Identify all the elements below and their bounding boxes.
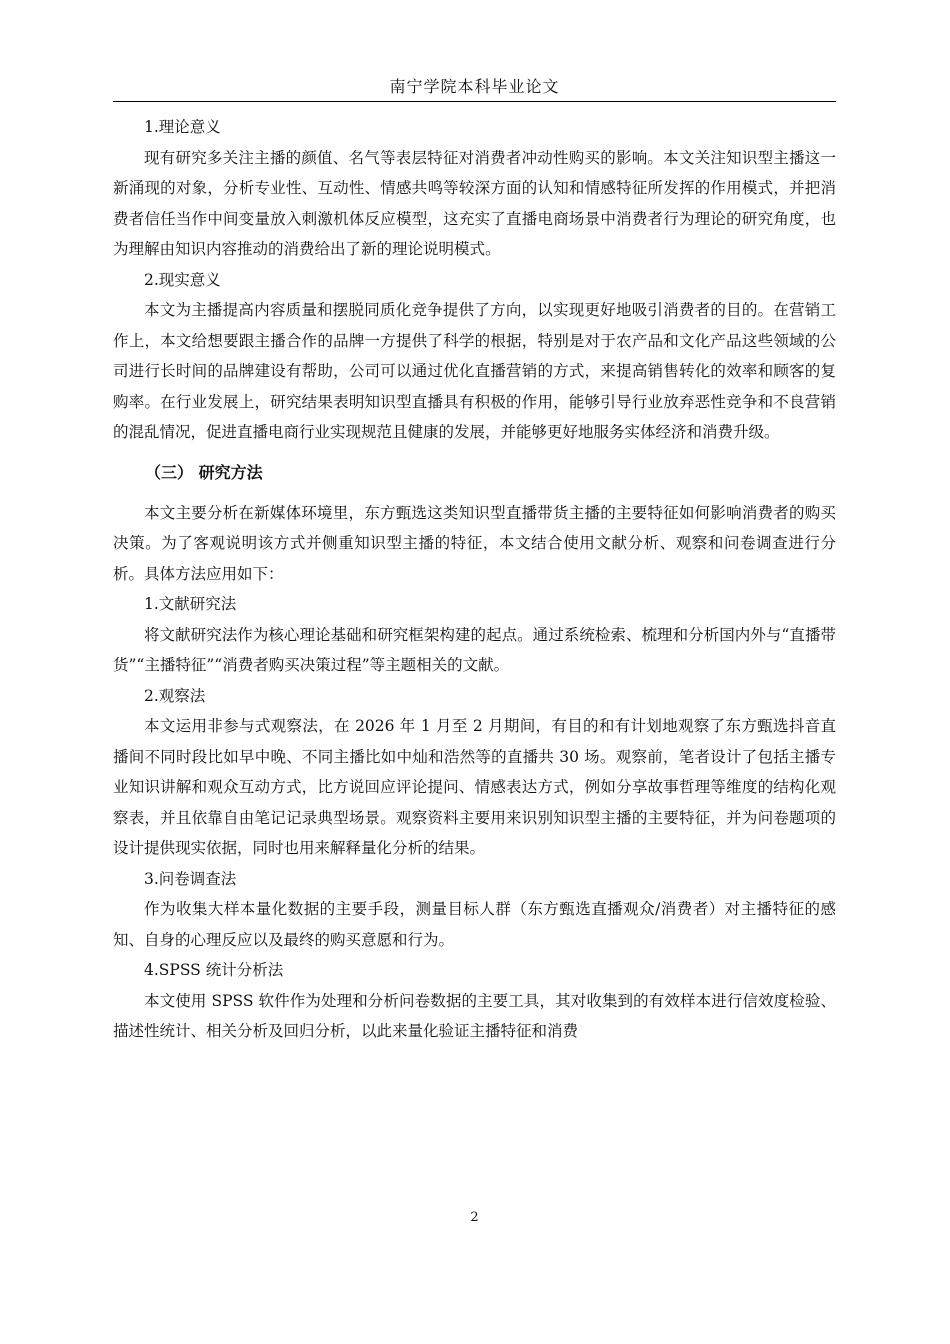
spss-method-heading: 4.SPSS 统计分析法 bbox=[144, 961, 284, 979]
theory-significance-paragraph: 现有研究多关注主播的颜值、名气等表层特征对消费者冲动性购买的影响。本文关注知识型主播这一新涌现的对象，分析专业性、互动性、情感共鸣等较深方面的认知和情感特征所发挥的作用模式，并把消费者信任当作中间变量放入刺激机体反应模型，这充实了直播电商场景中消费者行为理论的研究角度，也为理解由知识内容推动的消费给出了新的理论说明模式。 bbox=[113, 148, 836, 258]
research-methods-intro: 本文主要分析在新媒体环境里，东方甄选这类知识型直播带货主播的主要特征如何影响消费者的购买决策。为了客观说明该方式并侧重知识型主播的特征，本文结合使用文献分析、观察和问卷调查进行分析。具体方法应用如下： bbox=[113, 503, 836, 583]
literature-method-heading: 1.文献研究法 bbox=[144, 595, 237, 613]
literature-method-paragraph: 将文献研究法作为核心理论基础和研究框架构建的起点。通过系统检索、梳理和分析国内外与“直播带货”“主播特征”“消费者购买决策过程”等主题相关的文献。 bbox=[113, 625, 836, 674]
observation-method-heading: 2.观察法 bbox=[144, 686, 206, 705]
practical-significance-paragraph: 本文为主播提高内容质量和摆脱同质化竞争提供了方向，以实现更好地吸引消费者的目的。在营销工作上，本文给想要跟主播合作的品牌一方提供了科学的根据，特别是对于农产品和文化产品这些领域的公司进行长时间的品牌建设有帮助，公司可以通过优化直播营销的方式，来提高销售转化的效率和顾客的复购率。在行业发展上，研究结果表明知识型直播具有积极的作用，能够引导行业放弃恶性竞争和不良营销的混乱情况，促进直播电商行业实现规范且健康的发展，并能够更好地服务实体经济和消费升级。 bbox=[113, 301, 836, 441]
page-number: 2 bbox=[470, 1210, 479, 1225]
research-methods-heading: （三） 研究方法 bbox=[145, 462, 263, 482]
running-header: 南宁学院本科毕业论文 bbox=[389, 77, 560, 96]
practical-significance-heading: 2.现实意义 bbox=[144, 270, 221, 289]
survey-method-paragraph: 作为收集大样本量化数据的主要手段，测量目标人群（东方甄选直播观众/消费者）对主播特征的感知、自身的心理反应以及最终的购买意愿和行为。 bbox=[113, 900, 836, 949]
page-body bbox=[113, 112, 836, 1047]
spss-method-paragraph: 本文使用 SPSS 软件作为处理和分析问卷数据的主要工具，其对收集到的有效样本进行信效度检验、描述性统计、相关分析及回归分析，以此来量化验证主播特征和消费 bbox=[113, 991, 836, 1040]
theory-significance-heading: 1.理论意义 bbox=[144, 118, 221, 136]
survey-method-heading: 3.问卷调查法 bbox=[144, 869, 237, 888]
header-divider bbox=[113, 101, 836, 102]
observation-method-paragraph: 本文运用非参与式观察法，在 2026 年 1 月至 2 月期间，有目的和有计划地观察了东方甄选抖音直播间不同时段比如早中晚、不同主播比如中灿和浩然等的直播共 30 场。观察前，笔者设计了包括主播专业知识讲解和观众互动方式，比方说回应评论提问、情感表达方式，例如分享故事哲理等维度的结构化观察表，并且依靠自由笔记记录典型场景。观察资料主要用来识别知识型主播的主要特征，并为问卷题项的设计提供现实依据，同时也用来解释量化分析的结果。 bbox=[113, 717, 836, 857]
